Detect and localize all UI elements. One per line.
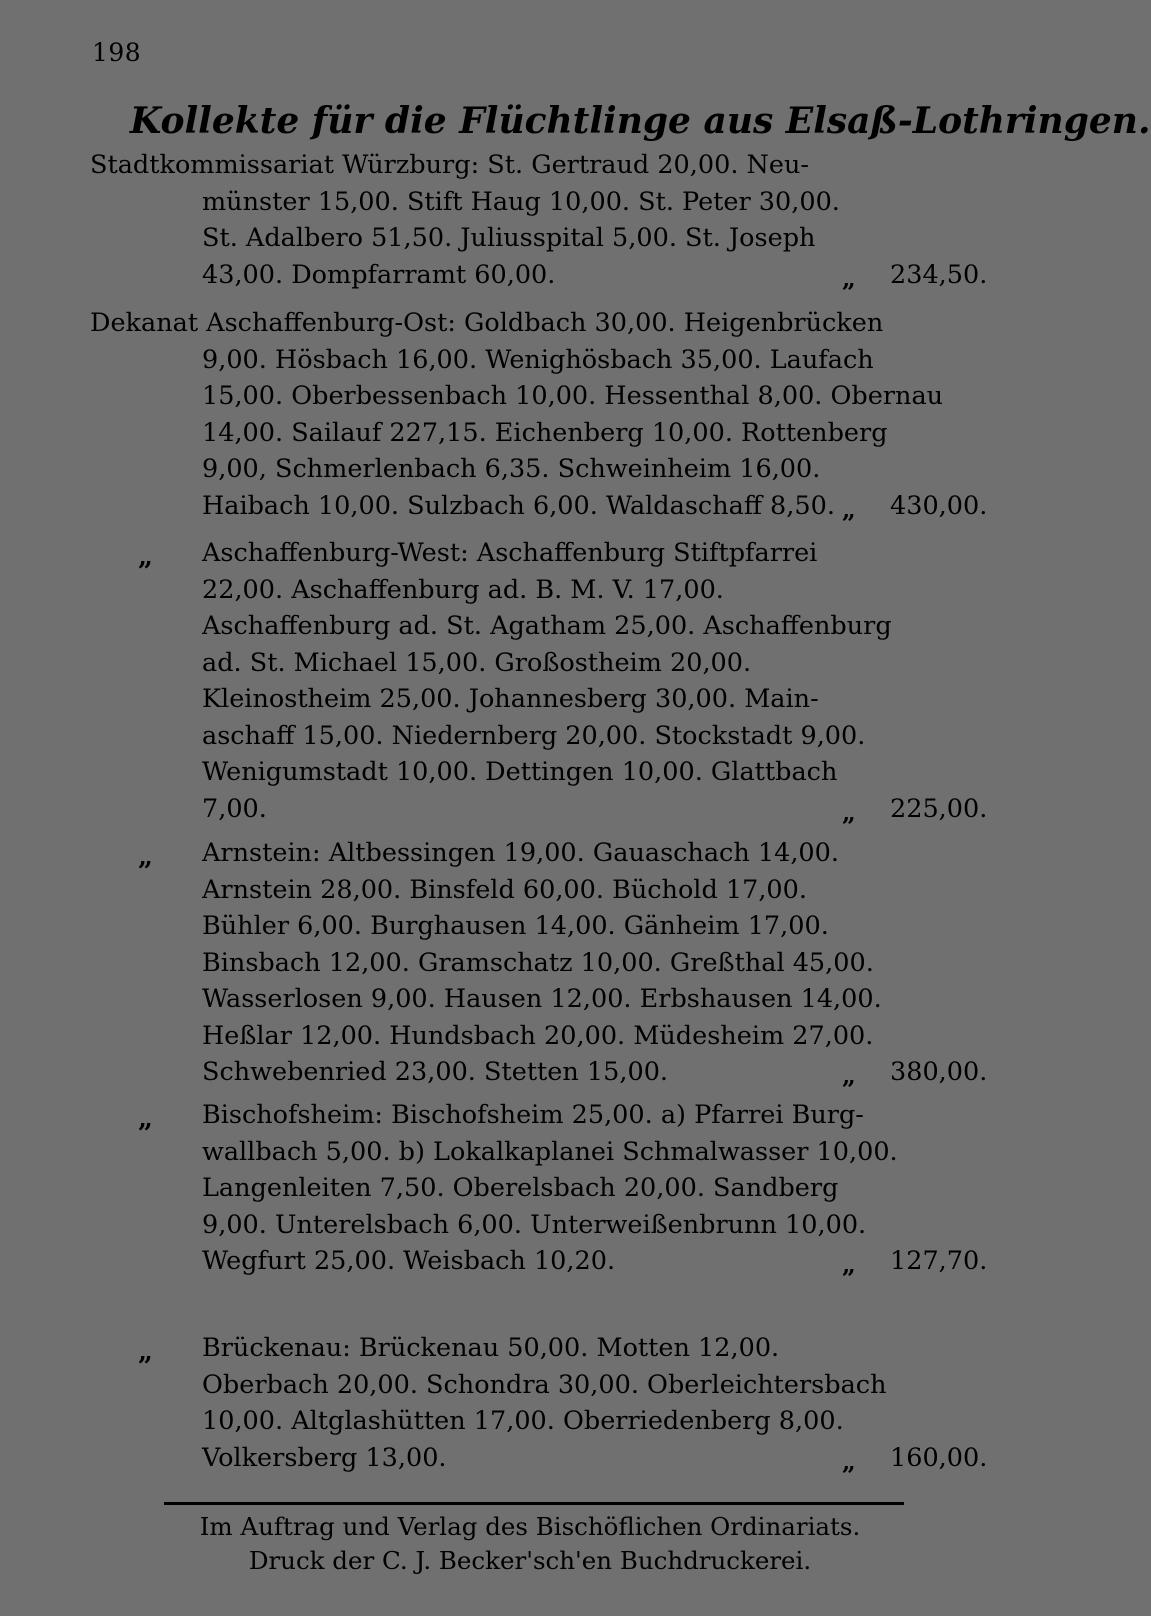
entry-text-line: münster 15,00. Stift Haug 10,00. St. Peter 30,00.	[202, 186, 840, 217]
entry-total-amount: 127,70.	[890, 1246, 988, 1276]
ditto-mark: „	[138, 1337, 153, 1367]
ditto-mark: „	[138, 1104, 153, 1134]
entry-text-line: Bühler 6,00. Burghausen 14,00. Gänheim 17,00.	[202, 911, 829, 941]
amount-ditto-mark: „	[842, 1061, 856, 1090]
entry-text-line: 9,00. Hösbach 16,00. Wenighösbach 35,00. Laufach	[202, 344, 874, 375]
amount-ditto-mark: „	[842, 1250, 856, 1279]
ditto-mark: „	[138, 842, 153, 872]
entry-text-line: Aschaffenburg ad. St. Agatham 25,00. Aschaffenburg	[202, 611, 892, 641]
entry-text-line: Binsbach 12,00. Gramschatz 10,00. Greßthal 45,00.	[202, 947, 874, 978]
entry-text-line: Wasserlosen 9,00. Hausen 12,00. Erbshausen 14,00.	[202, 984, 882, 1014]
entry-total-amount: 225,00.	[890, 793, 988, 824]
page-title: Kollekte für die Flüchtlinge aus Elsaß-Lothringen.	[130, 100, 1151, 142]
entry-text-line: Haibach 10,00. Sulzbach 6,00. Waldaschaff 8,50.	[202, 490, 835, 521]
entry-text-line: Dekanat Aschaffenburg-Ost: Goldbach 30,00. Heigenbrücken	[90, 308, 884, 338]
entry-text-line: Volkersberg 13,00.	[202, 1442, 447, 1473]
entry-text-line: wallbach 5,00. b) Lokalkaplanei Schmalwasser 10,00.	[202, 1136, 898, 1167]
entry-total-amount: 234,50.	[890, 259, 988, 290]
page-number: 198	[92, 38, 142, 67]
entry-text-line: Kleinostheim 25,00. Johannesberg 30,00. Main-	[202, 684, 819, 714]
entry-text-line: Stadtkommissariat Würzburg: St. Gertraud 20,00. Neu-	[90, 150, 809, 180]
entry-text-line: ad. St. Michael 15,00. Großostheim 20,00.	[202, 647, 752, 678]
entry-text-line: Bischofsheim: Bischofsheim 25,00. a) Pfarrei Burg-	[202, 1100, 864, 1130]
entry-text-line: 14,00. Sailauf 227,15. Eichenberg 10,00. Rottenberg	[202, 417, 888, 448]
entry-text-line: Wenigumstadt 10,00. Dettingen 10,00. Glattbach	[202, 757, 838, 787]
entry-text-line: Oberbach 20,00. Schondra 30,00. Oberleichtersbach	[202, 1369, 887, 1400]
entry-text-line: 15,00. Oberbessenbach 10,00. Hessenthal 8,00. Obernau	[202, 381, 944, 411]
entry-total-amount: 380,00.	[890, 1057, 988, 1087]
entry-text-line: Arnstein 28,00. Binsfeld 60,00. Büchold 17,00.	[202, 874, 807, 905]
entry-text-line: St. Adalbero 51,50. Juliusspital 5,00. St. Joseph	[202, 223, 816, 253]
amount-ditto-mark: „	[842, 263, 856, 293]
footer-divider	[164, 1502, 904, 1505]
entry-text-line: Wegfurt 25,00. Weisbach 10,20.	[202, 1246, 616, 1276]
amount-ditto-mark: „	[842, 797, 856, 827]
ditto-mark: „	[138, 542, 153, 572]
entry-total-amount: 430,00.	[890, 490, 988, 521]
entry-text-line: 9,00, Schmerlenbach 6,35. Schweinheim 16,00.	[202, 454, 821, 484]
amount-ditto-mark: „	[842, 494, 856, 524]
entry-text-line: 7,00.	[202, 793, 267, 824]
entry-text-line: 43,00. Dompfarramt 60,00.	[202, 259, 556, 290]
entry-text-line: Langenleiten 7,50. Oberelsbach 20,00. Sandberg	[202, 1173, 839, 1203]
entry-total-amount: 160,00.	[890, 1442, 988, 1473]
entry-text-line: Aschaffenburg-West: Aschaffenburg Stiftpfarrei	[202, 538, 818, 568]
entry-text-line: Heßlar 12,00. Hundsbach 20,00. Müdesheim 27,00.	[202, 1020, 874, 1051]
entry-text-line: 10,00. Altglashütten 17,00. Oberriedenberg 8,00.	[202, 1406, 844, 1436]
amount-ditto-mark: „	[842, 1446, 856, 1476]
entry-text-line: aschaff 15,00. Niedernberg 20,00. Stockstadt 9,00.	[202, 720, 866, 751]
footer-line: Druck der C. J. Becker'sch'en Buchdruckerei.	[248, 1546, 812, 1575]
entry-text-line: Arnstein: Altbessingen 19,00. Gauaschach 14,00.	[202, 838, 839, 868]
entry-text-line: Brückenau: Brückenau 50,00. Motten 12,00.	[202, 1333, 780, 1363]
entry-text-line: 22,00. Aschaffenburg ad. B. M. V. 17,00.	[202, 574, 724, 605]
footer-line: Im Auftrag und Verlag des Bischöflichen Ordinariats.	[199, 1512, 861, 1541]
entry-text-line: Schwebenried 23,00. Stetten 15,00.	[202, 1057, 669, 1087]
entry-text-line: 9,00. Unterelsbach 6,00. Unterweißenbrunn 10,00.	[202, 1209, 867, 1240]
